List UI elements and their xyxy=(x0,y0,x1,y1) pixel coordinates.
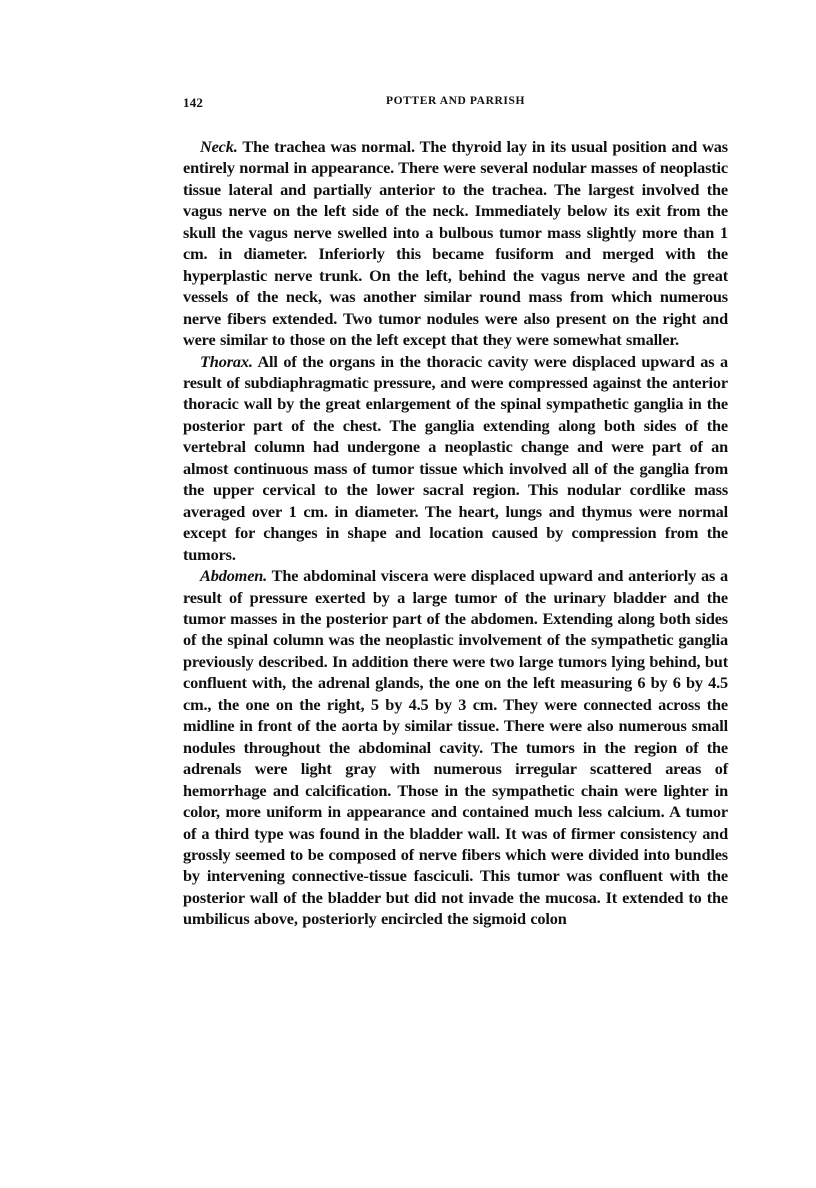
running-title: POTTER AND PARRISH xyxy=(385,95,526,107)
paragraph-text: All of the organs in the thoracic cavity were displaced upward as a result of subdiaphragmatic pressure, and were compressed against the anterior thoracic wall by the great enlargement of the spinal sympathetic ganglia in the posterior part of the chest. The ganglia extending along both sides of the vertebral column had undergone a neoplastic change and were part of an almost continuous mass of tumor tissue which involved all of the ganglia from the upper cervical to the lower sacral region. This nodular cordlike mass averaged over 1 cm. in diameter. The heart, lungs and thymus were normal except for changes in shape and location caused by compression from the tumors. xyxy=(183,351,728,564)
running-head xyxy=(183,95,728,113)
paragraph-abdomen xyxy=(183,565,728,930)
page-number: 142 xyxy=(183,95,204,110)
paragraph-text: The abdominal viscera were displaced upward and anteriorly as a result of pressure exerted by a large tumor of the urinary bladder and the tumor masses in the posterior part of the abdomen. Extending along both sides of the spinal column was the neoplastic involvement of the sympathetic ganglia previously described. In addition there were two large tumors lying behind, but confluent with, the adrenal glands, the one on the left measuring 6 by 6 by 4.5 cm., the one on the right, 5 by 4.5 by 3 cm. They were connected across the midline in front of the aorta by similar tissue. There were also numerous small nodules throughout the abdominal cavity. The tumors in the region of the adrenals were light gray with numerous irregular scattered areas of hemorrhage and calcification. Those in the sympathetic chain were lighter in color, more uniform in appearance and contained much less calcium. A tumor of a third type was found in the bladder wall. It was of firmer consistency and grossly seemed to be composed of nerve fibers which were divided into bundles by intervening connective-tissue fasciculi. This tumor was confluent with the posterior wall of the bladder but did not invade the mucosa. It extended to the umbilicus above, posteriorly encircled the sigmoid colon xyxy=(183,566,728,929)
paragraph-lead: Abdomen. xyxy=(200,566,268,586)
paragraph-thorax xyxy=(183,351,728,566)
paragraph-lead: Neck. xyxy=(200,137,238,156)
paragraph-lead: Thorax. xyxy=(200,351,253,371)
body-text xyxy=(183,136,728,930)
document-page xyxy=(183,95,728,930)
paragraph-text: The trachea was normal. The thyroid lay in its usual position and was entirely normal in appearance. There were several nodular masses of neoplastic tissue lateral and partially anterior to the trachea. The largest involved the vagus nerve on the left side of the neck. Immediately below its exit from the skull the vagus nerve swelled into a bulbous tumor mass slightly more than 1 cm. in diameter. Inferiorly this became fusiform and merged with the hyperplastic nerve trunk. On the left, behind the vagus nerve and the great vessels of the neck, was another similar round mass from which numerous nerve fibers extended. Two tumor nodules were also present on the right and were similar to those on the left except that they were somewhat smaller. xyxy=(183,137,728,350)
paragraph-neck xyxy=(183,136,728,351)
